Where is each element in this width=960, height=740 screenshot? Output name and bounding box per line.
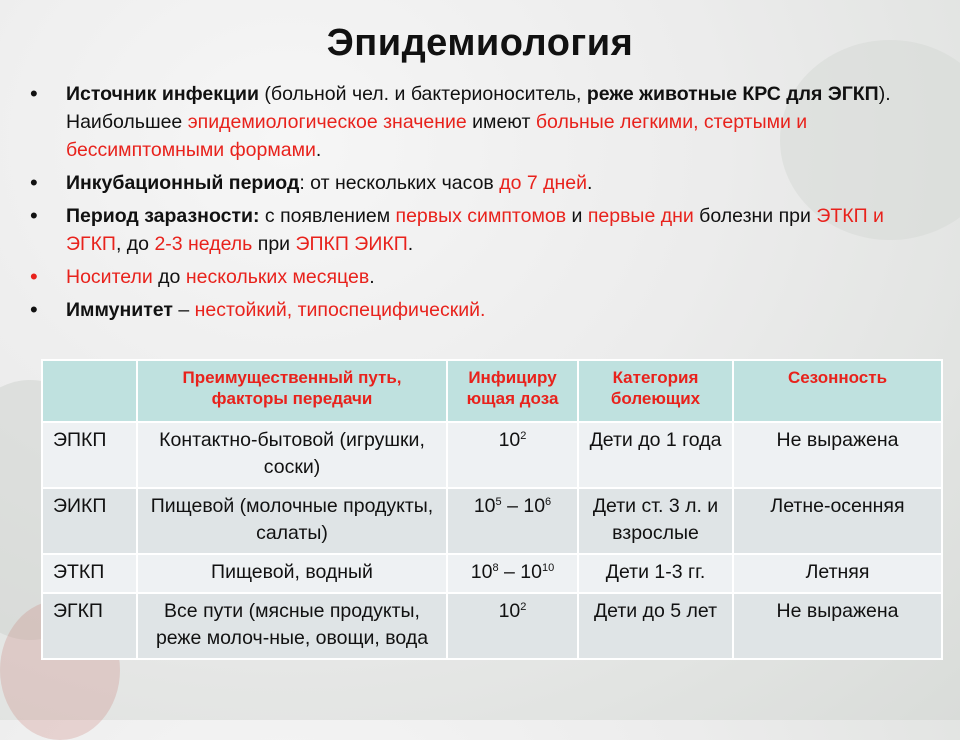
table-row: [42, 554, 942, 593]
immunity-label: Иммунитет: [66, 299, 173, 321]
table-row: [42, 488, 942, 554]
text: –: [172, 299, 195, 321]
row-dose: [447, 488, 578, 554]
text: : от нескольких часов: [299, 172, 500, 194]
row-code: ЭГКП: [42, 593, 137, 659]
row-route: Пищевой (молочные продукты, салаты): [137, 488, 447, 554]
text: .: [587, 172, 593, 194]
text: .: [407, 233, 414, 255]
row-category: Дети до 1 года: [578, 422, 733, 488]
header-blank: [42, 360, 137, 422]
text: , до: [115, 233, 155, 255]
bullet-dot-icon: •: [30, 297, 38, 322]
text-bold: реже животные КРС для ЭГКП: [586, 83, 879, 105]
text: .: [369, 266, 375, 288]
text: до: [152, 266, 186, 288]
header-category: Категория болеющих: [578, 360, 733, 422]
text-red: 2-3 недель: [154, 233, 253, 255]
text: и: [566, 205, 588, 227]
row-season: Летне-осенняя: [733, 488, 942, 554]
text-red: ЭТКП и ЭГКП: [66, 205, 884, 255]
header-route: Преимущественный путь, факторы передачи: [137, 360, 447, 422]
dose-base: 10: [498, 600, 521, 622]
bullet-dot-icon: •: [30, 264, 38, 289]
dose-exponent: 5: [495, 496, 502, 508]
row-code: ЭПКП: [42, 422, 137, 488]
dose-separator: –: [501, 495, 524, 517]
bullet-contagious: [30, 202, 940, 258]
bullet-dot-icon: •: [30, 170, 38, 195]
header-dose: Инфициру ющая доза: [447, 360, 578, 422]
text-red: первых симптомов: [395, 205, 567, 227]
text-red: Носители: [66, 266, 153, 288]
text: .: [315, 139, 322, 161]
epidemiology-table: [41, 359, 943, 660]
row-route: Все пути (мясные продукты, реже молоч-ные, овощи, вода: [137, 593, 447, 659]
dose-base: 10: [470, 561, 493, 583]
text: (больной чел. и бактерионоситель,: [258, 83, 587, 105]
dose-base: 10: [473, 495, 496, 517]
table-header-row: [42, 360, 942, 422]
page-title: Эпидемиология: [326, 22, 634, 64]
table-row: [42, 422, 942, 488]
bullet-list: [30, 80, 940, 329]
row-season: Не выражена: [733, 422, 942, 488]
row-dose: [447, 593, 578, 659]
dose-exponent: 10: [541, 562, 555, 574]
row-route: Контактно-бытовой (игрушки, соски): [137, 422, 447, 488]
text: ). Наибольшее: [66, 83, 891, 133]
text-red: нескольких месяцев: [185, 266, 370, 288]
text-red: ЭПКП ЭИКП: [295, 233, 408, 255]
dose-base: 10: [498, 429, 521, 451]
text: с появлением: [259, 205, 396, 227]
row-dose: [447, 554, 578, 593]
text: болезни при: [693, 205, 817, 227]
row-season: Летняя: [733, 554, 942, 593]
text-red: эпидемиологическое значение: [187, 111, 467, 133]
dose-exponent: 6: [545, 496, 552, 508]
text-red: нестойкий, типоспецифический.: [194, 299, 486, 321]
row-category: Дети 1-3 гг.: [578, 554, 733, 593]
incubation-label: Инкубационный период: [66, 172, 300, 194]
dose-exponent: 2: [520, 601, 527, 613]
row-category: Дети ст. 3 л. и взрослые: [578, 488, 733, 554]
row-code: ЭИКП: [42, 488, 137, 554]
bullet-incubation: [30, 169, 940, 197]
row-code: ЭТКП: [42, 554, 137, 593]
row-category: Дети до 5 лет: [578, 593, 733, 659]
dose-separator: –: [498, 561, 521, 583]
text-red: первые дни: [587, 205, 694, 227]
contagious-label: Период заразности:: [66, 205, 260, 227]
row-dose: [447, 422, 578, 488]
bullet-source: [30, 80, 940, 164]
source-label: Источник инфекции: [66, 83, 259, 105]
text-red: больные легкими, стертыми и бессимптомными формами: [66, 111, 808, 161]
dose-base: 10: [520, 561, 542, 583]
text: при: [252, 233, 296, 255]
dose-exponent: 2: [520, 430, 527, 442]
bullet-carriers: [30, 263, 940, 291]
table-row: [42, 593, 942, 659]
bullet-dot-icon: •: [30, 203, 38, 228]
dose-base: 10: [523, 495, 546, 517]
bullet-immunity: [30, 296, 940, 324]
dose-exponent: 8: [492, 562, 499, 574]
row-route: Пищевой, водный: [137, 554, 447, 593]
text-red: до 7 дней: [499, 172, 587, 194]
row-season: Не выражена: [733, 593, 942, 659]
bullet-dot-icon: •: [30, 81, 38, 106]
text: имеют: [466, 111, 536, 133]
header-season: Сезонность: [733, 360, 942, 422]
